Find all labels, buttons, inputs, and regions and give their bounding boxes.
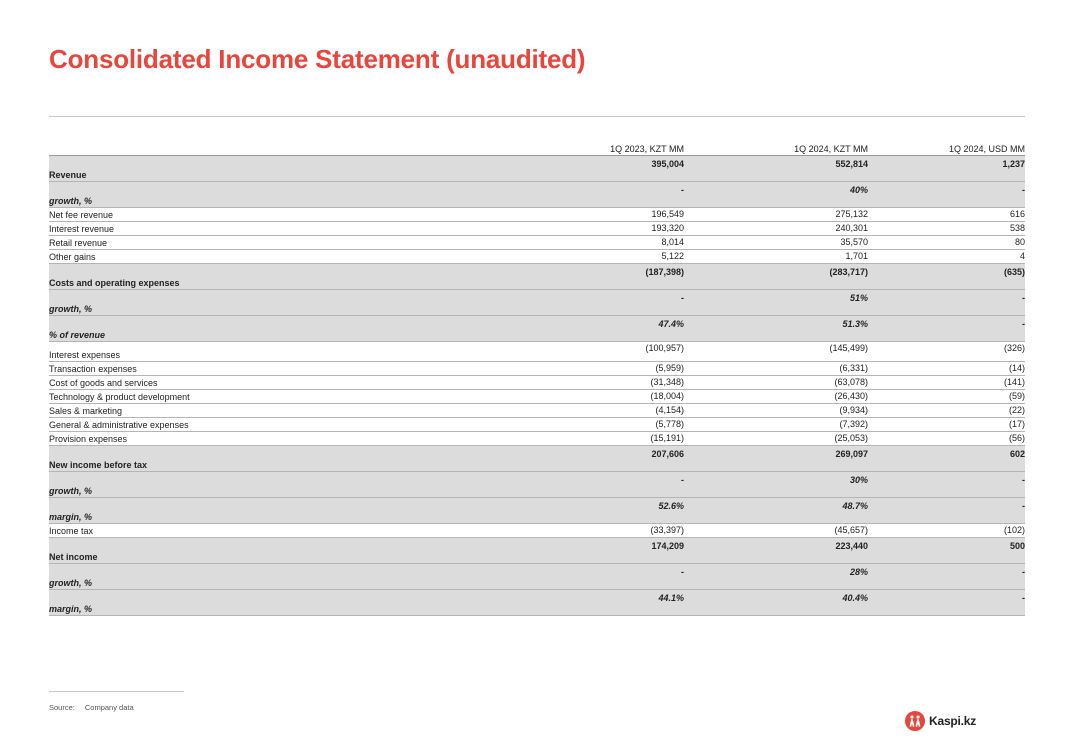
table-row-other-gains [49, 250, 1025, 264]
table-row-interest-expenses [49, 342, 1025, 362]
kaspi-logo [905, 711, 976, 731]
table-row-net-fee-revenue [49, 208, 1025, 222]
cell-1q2024-usd: (17) [868, 418, 1025, 432]
cell-1q2024-usd: (102) [868, 524, 1025, 538]
cell-1q2024-usd: (635) [868, 264, 1025, 290]
cell-1q2024-usd: - [868, 316, 1025, 342]
cell-1q2023-kzt: 196,549 [501, 208, 684, 222]
table-row-pretax-growth [49, 472, 1025, 498]
cell-1q2023-kzt: (18,004) [501, 390, 684, 404]
brand-name: Kaspi.kz [929, 714, 977, 728]
table-row-revenue [49, 156, 1025, 182]
row-label: New income before tax [49, 446, 501, 472]
cell-1q2024-kzt: (25,053) [684, 432, 868, 446]
cell-1q2023-kzt: 44.1% [501, 590, 684, 616]
cell-1q2024-kzt: 40% [684, 182, 868, 208]
cell-1q2024-usd: 616 [868, 208, 1025, 222]
table-header-row [49, 142, 1025, 156]
cell-1q2023-kzt: (31,348) [501, 376, 684, 390]
row-label: growth, % [49, 472, 501, 498]
cell-1q2024-usd: 1,237 [868, 156, 1025, 182]
table-row-income-before-tax [49, 446, 1025, 472]
table-row-sales-marketing [49, 404, 1025, 418]
cell-1q2024-usd: - [868, 182, 1025, 208]
row-label: Net income [49, 538, 501, 564]
table-row-provision-expenses [49, 432, 1025, 446]
source-note [49, 703, 134, 712]
cell-1q2024-kzt: 552,814 [684, 156, 868, 182]
table-row-net-income-growth [49, 564, 1025, 590]
cell-1q2023-kzt: 174,209 [501, 538, 684, 564]
cell-1q2024-usd: - [868, 590, 1025, 616]
cell-1q2023-kzt: - [501, 472, 684, 498]
cell-1q2023-kzt: - [501, 290, 684, 316]
cell-1q2024-usd: - [868, 290, 1025, 316]
cell-1q2024-usd: 80 [868, 236, 1025, 250]
label-column-header [49, 142, 501, 156]
cell-1q2023-kzt: 8,014 [501, 236, 684, 250]
table-row-general-admin [49, 418, 1025, 432]
table-row-pretax-margin [49, 498, 1025, 524]
row-label: Net fee revenue [49, 208, 501, 222]
cell-1q2024-kzt: 51% [684, 290, 868, 316]
cell-1q2024-usd: 602 [868, 446, 1025, 472]
row-label: Provision expenses [49, 432, 501, 446]
table-row-net-income [49, 538, 1025, 564]
table-row-technology-product [49, 390, 1025, 404]
cell-1q2023-kzt: (100,957) [501, 342, 684, 362]
cell-1q2023-kzt: 5,122 [501, 250, 684, 264]
row-label: Other gains [49, 250, 501, 264]
cell-1q2024-usd: (59) [868, 390, 1025, 404]
cell-1q2024-kzt: (63,078) [684, 376, 868, 390]
column-header-1q2023-kzt: 1Q 2023, KZT MM [501, 142, 684, 156]
page-title: Consolidated Income Statement (unaudited) [49, 44, 586, 74]
cell-1q2024-kzt: 48.7% [684, 498, 868, 524]
row-label: Retail revenue [49, 236, 501, 250]
cell-1q2024-kzt: 269,097 [684, 446, 868, 472]
cell-1q2024-kzt: 223,440 [684, 538, 868, 564]
cell-1q2024-usd: (141) [868, 376, 1025, 390]
cell-1q2024-usd: - [868, 564, 1025, 590]
row-label: Costs and operating expenses [49, 264, 501, 290]
cell-1q2023-kzt: (187,398) [501, 264, 684, 290]
table-row-interest-revenue [49, 222, 1025, 236]
row-label: Income tax [49, 524, 501, 538]
cell-1q2024-kzt: 40.4% [684, 590, 868, 616]
row-label: Cost of goods and services [49, 376, 501, 390]
cell-1q2024-kzt: 30% [684, 472, 868, 498]
title-divider [49, 116, 1025, 117]
footnote-divider [49, 691, 184, 692]
table-row-costs-growth [49, 290, 1025, 316]
kaspi-logo-icon [905, 711, 925, 731]
cell-1q2024-usd: - [868, 472, 1025, 498]
cell-1q2024-kzt: 240,301 [684, 222, 868, 236]
table-row-retail-revenue [49, 236, 1025, 250]
cell-1q2024-kzt: 1,701 [684, 250, 868, 264]
cell-1q2024-usd: (56) [868, 432, 1025, 446]
cell-1q2023-kzt: 52.6% [501, 498, 684, 524]
cell-1q2023-kzt: (33,397) [501, 524, 684, 538]
cell-1q2024-usd: 500 [868, 538, 1025, 564]
row-label: % of revenue [49, 316, 501, 342]
row-label: growth, % [49, 182, 501, 208]
cell-1q2024-kzt: 51.3% [684, 316, 868, 342]
cell-1q2023-kzt: (4,154) [501, 404, 684, 418]
row-label: growth, % [49, 290, 501, 316]
cell-1q2023-kzt: (5,778) [501, 418, 684, 432]
cell-1q2023-kzt: 47.4% [501, 316, 684, 342]
cell-1q2024-kzt: 275,132 [684, 208, 868, 222]
cell-1q2023-kzt: 207,606 [501, 446, 684, 472]
cell-1q2023-kzt: (5,959) [501, 362, 684, 376]
cell-1q2024-kzt: (45,657) [684, 524, 868, 538]
row-label: Technology & product development [49, 390, 501, 404]
cell-1q2023-kzt: 193,320 [501, 222, 684, 236]
row-label: Interest expenses [49, 342, 501, 362]
cell-1q2024-kzt: 35,570 [684, 236, 868, 250]
table-row-costs-operating-expenses [49, 264, 1025, 290]
source-value: Company data [84, 703, 134, 712]
table-row-income-tax [49, 524, 1025, 538]
row-label: Revenue [49, 156, 501, 182]
cell-1q2024-kzt: (7,392) [684, 418, 868, 432]
cell-1q2024-usd: (326) [868, 342, 1025, 362]
row-label: growth, % [49, 564, 501, 590]
row-label: Sales & marketing [49, 404, 501, 418]
income-statement-table [49, 142, 1025, 616]
row-label: General & administrative expenses [49, 418, 501, 432]
cell-1q2024-usd: 538 [868, 222, 1025, 236]
row-label: margin, % [49, 590, 501, 616]
column-header-1q2024-kzt: 1Q 2024, KZT MM [684, 142, 868, 156]
cell-1q2024-kzt: 28% [684, 564, 868, 590]
cell-1q2024-kzt: (9,934) [684, 404, 868, 418]
cell-1q2024-usd: - [868, 498, 1025, 524]
cell-1q2023-kzt: - [501, 182, 684, 208]
cell-1q2024-usd: (22) [868, 404, 1025, 418]
column-header-1q2024-usd: 1Q 2024, USD MM [868, 142, 1025, 156]
cell-1q2024-usd: 4 [868, 250, 1025, 264]
source-label: Source: [49, 703, 75, 712]
cell-1q2024-usd: (14) [868, 362, 1025, 376]
cell-1q2024-kzt: (145,499) [684, 342, 868, 362]
row-label: margin, % [49, 498, 501, 524]
cell-1q2023-kzt: 395,004 [501, 156, 684, 182]
cell-1q2024-kzt: (283,717) [684, 264, 868, 290]
cell-1q2024-kzt: (26,430) [684, 390, 868, 404]
row-label: Transaction expenses [49, 362, 501, 376]
table-row-costs-pct-of-revenue [49, 316, 1025, 342]
cell-1q2023-kzt: - [501, 564, 684, 590]
cell-1q2023-kzt: (15,191) [501, 432, 684, 446]
cell-1q2024-kzt: (6,331) [684, 362, 868, 376]
table-row-transaction-expenses [49, 362, 1025, 376]
table-row-net-income-margin [49, 590, 1025, 616]
table-row-revenue-growth [49, 182, 1025, 208]
table-row-cost-of-goods [49, 376, 1025, 390]
row-label: Interest revenue [49, 222, 501, 236]
